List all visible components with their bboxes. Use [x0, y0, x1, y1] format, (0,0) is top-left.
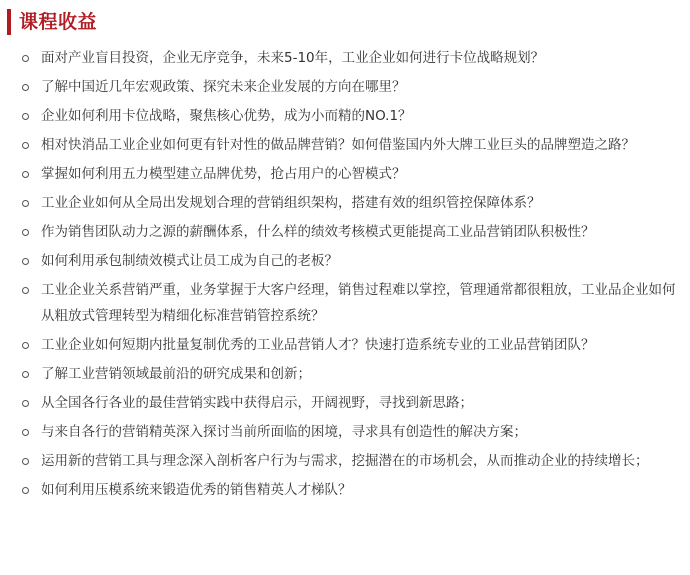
list-item-text: 运用新的营销工具与理念深入剖析客户行为与需求，挖掘潜在的市场机会，从而推动企业的持续增长； [41, 452, 649, 469]
list-item [0, 46, 690, 72]
circle-bullet-icon [22, 84, 29, 91]
list-item-text: 相对快消品工业企业如何更有针对性的做品牌营销？如何借鉴国内外大牌工业巨头的品牌塑造之路？ [41, 136, 635, 153]
list-item [0, 278, 690, 330]
list-item-text: 如何利用压模系统来锻造优秀的销售精英人才梯队？ [41, 481, 352, 498]
circle-bullet-icon [22, 371, 29, 378]
list-item-text: 作为销售团队动力之源的薪酬体系，什么样的绩效考核模式更能提高工业品营销团队积极性？ [41, 223, 595, 240]
list-item-text: 如何利用承包制绩效模式让员工成为自己的老板？ [41, 252, 338, 269]
section-title: 课程收益 [19, 11, 98, 33]
list-item-text: 了解中国近几年宏观政策、探究未来企业发展的方向在哪里？ [41, 78, 406, 95]
list-item-text: 了解工业营销领域最前沿的研究成果和创新； [41, 365, 311, 382]
list-item-text: 企业如何利用卡位战略，聚焦核心优势，成为小而精的NO.1？ [41, 107, 412, 124]
list-item [0, 220, 690, 246]
list-item [0, 478, 690, 504]
circle-bullet-icon [22, 400, 29, 407]
list-item [0, 104, 690, 130]
list-item-text: 工业企业如何短期内批量复制优秀的工业品营销人才？快速打造系统专业的工业品营销团队？ [41, 336, 595, 353]
list-item [0, 391, 690, 417]
list-item [0, 420, 690, 446]
list-item [0, 362, 690, 388]
list-item-text: 掌握如何利用五力模型建立品牌优势，抢占用户的心智模式？ [41, 165, 406, 182]
circle-bullet-icon [22, 258, 29, 265]
circle-bullet-icon [22, 287, 29, 294]
benefit-list [0, 46, 690, 507]
list-item-text: 工业企业如何从全局出发规划合理的营销组织架构，搭建有效的组织管控保障体系？ [41, 194, 541, 211]
list-item-text: 与来自各行的营销精英深入探讨当前所面临的困境，寻求具有创造性的解决方案； [41, 423, 527, 440]
list-item [0, 75, 690, 101]
circle-bullet-icon [22, 342, 29, 349]
list-item-text: 工业企业关系营销严重，业务掌握于大客户经理，销售过程难以掌控，管理通常都很粗放，工业品企业如何从粗放式管理转型为精细化标准营销管控系统？ [41, 281, 676, 324]
circle-bullet-icon [22, 458, 29, 465]
header-accent-bar [7, 9, 11, 35]
list-item-text: 从全国各行各业的最佳营销实践中获得启示，开阔视野，寻找到新思路； [41, 394, 473, 411]
circle-bullet-icon [22, 142, 29, 149]
circle-bullet-icon [22, 487, 29, 494]
circle-bullet-icon [22, 113, 29, 120]
list-item [0, 191, 690, 217]
circle-bullet-icon [22, 200, 29, 207]
list-item [0, 449, 690, 475]
circle-bullet-icon [22, 55, 29, 62]
list-item [0, 249, 690, 275]
circle-bullet-icon [22, 229, 29, 236]
circle-bullet-icon [22, 171, 29, 178]
list-item [0, 162, 690, 188]
section-header [0, 6, 97, 38]
list-item [0, 333, 690, 359]
circle-bullet-icon [22, 429, 29, 436]
list-item [0, 133, 690, 159]
list-item-text: 面对产业盲目投资，企业无序竞争，未来5-10年，工业企业如何进行卡位战略规划？ [41, 50, 545, 66]
